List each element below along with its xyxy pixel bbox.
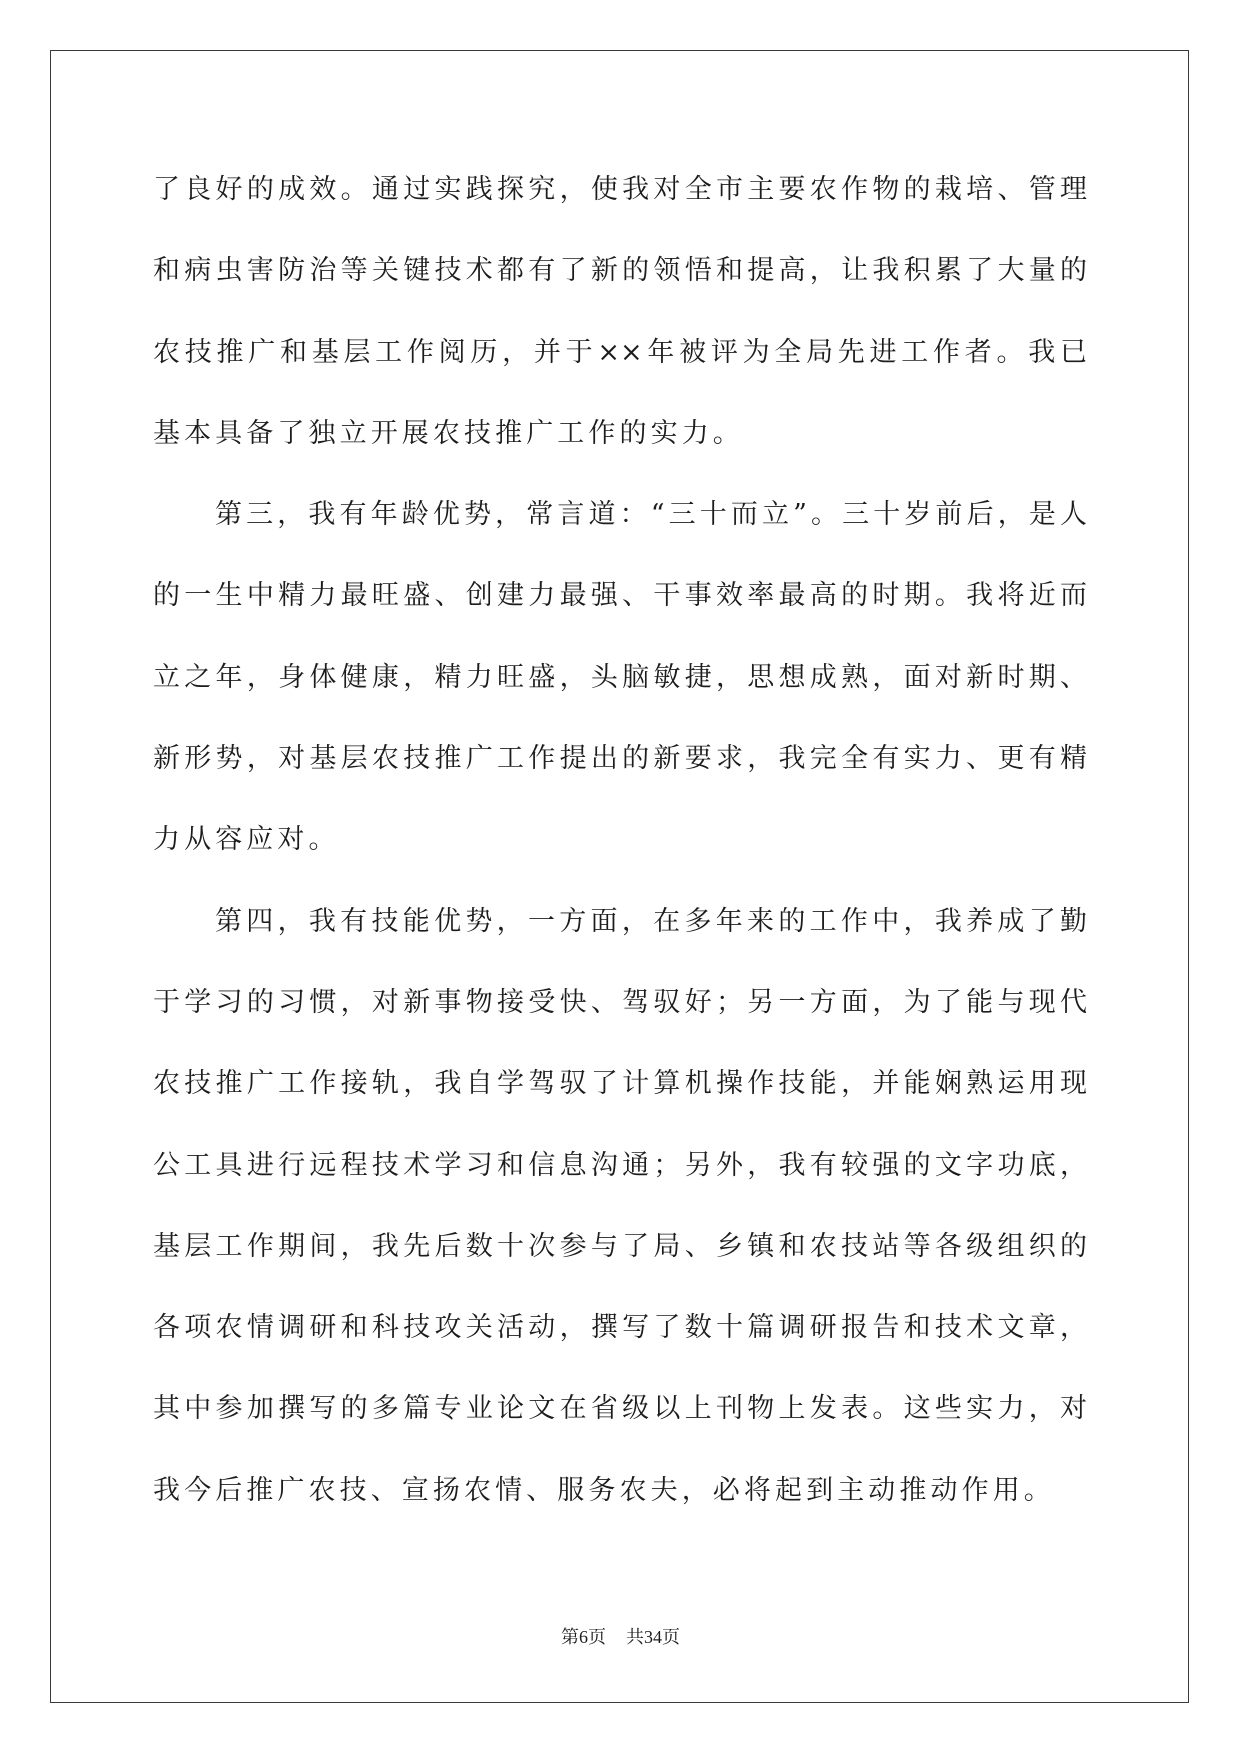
text-line: 和病虫害防治等关键技术都有了新的领悟和提高，让我积累了大量的 bbox=[153, 255, 1087, 287]
text-line: 我今后推广农技、宣扬农情、服务农夫，必将起到主动推动作用。 bbox=[153, 1474, 1055, 1506]
text-line: 的一生中精力最旺盛、创建力最强、干事效率最高的时期。我将近而 bbox=[153, 580, 1087, 612]
text-line: 各项农情调研和科技攻关活动，撰写了数十篇调研报告和技术文章， bbox=[153, 1312, 1087, 1344]
text-line: 农技推广和基层工作阅历，并于××年被评为全局先进工作者。我已 bbox=[153, 336, 1087, 368]
paragraph-age-advantage bbox=[153, 474, 1087, 880]
text-line: 立之年，身体健康，精力旺盛，头脑敏捷，思想成熟，面对新时期、 bbox=[153, 661, 1087, 693]
text-line: 新形势，对基层农技推广工作提出的新要求，我完全有实力、更有精 bbox=[153, 743, 1087, 775]
paragraph-skill-advantage bbox=[153, 881, 1087, 1531]
text-line: 基本具备了独立开展农技推广工作的实力。 bbox=[153, 417, 744, 449]
text-line: 第三，我有年龄优势，常言道：“三十而立”。三十岁前后，是人 bbox=[215, 499, 1087, 531]
total-page-count: 共34页 bbox=[626, 1627, 680, 1647]
text-line: 了良好的成效。通过实践探究，使我对全市主要农作物的栽培、管理 bbox=[153, 174, 1087, 205]
page-footer bbox=[0, 1625, 1241, 1649]
text-line: 第四，我有技能优势，一方面，在多年来的工作中，我养成了勤 bbox=[215, 905, 1087, 937]
text-line: 公工具进行远程技术学习和信息沟通；另外，我有较强的文字功底， bbox=[153, 1149, 1087, 1181]
text-line: 力从容应对。 bbox=[153, 824, 340, 856]
text-line: 农技推广工作接轨，我自学驾驭了计算机操作技能，并能娴熟运用现 bbox=[153, 1068, 1087, 1100]
paragraph-continued bbox=[153, 149, 1087, 474]
text-line: 于学习的习惯，对新事物接受快、驾驭好；另一方面，为了能与现代 bbox=[153, 986, 1087, 1018]
text-line: 基层工作期间，我先后数十次参与了局、乡镇和农技站等各级组织的 bbox=[153, 1230, 1087, 1262]
body-text bbox=[153, 149, 1087, 1531]
current-page-number: 第6页 bbox=[561, 1627, 606, 1647]
text-line: 其中参加撰写的多篇专业论文在省级以上刊物上发表。这些实力，对 bbox=[153, 1393, 1087, 1425]
